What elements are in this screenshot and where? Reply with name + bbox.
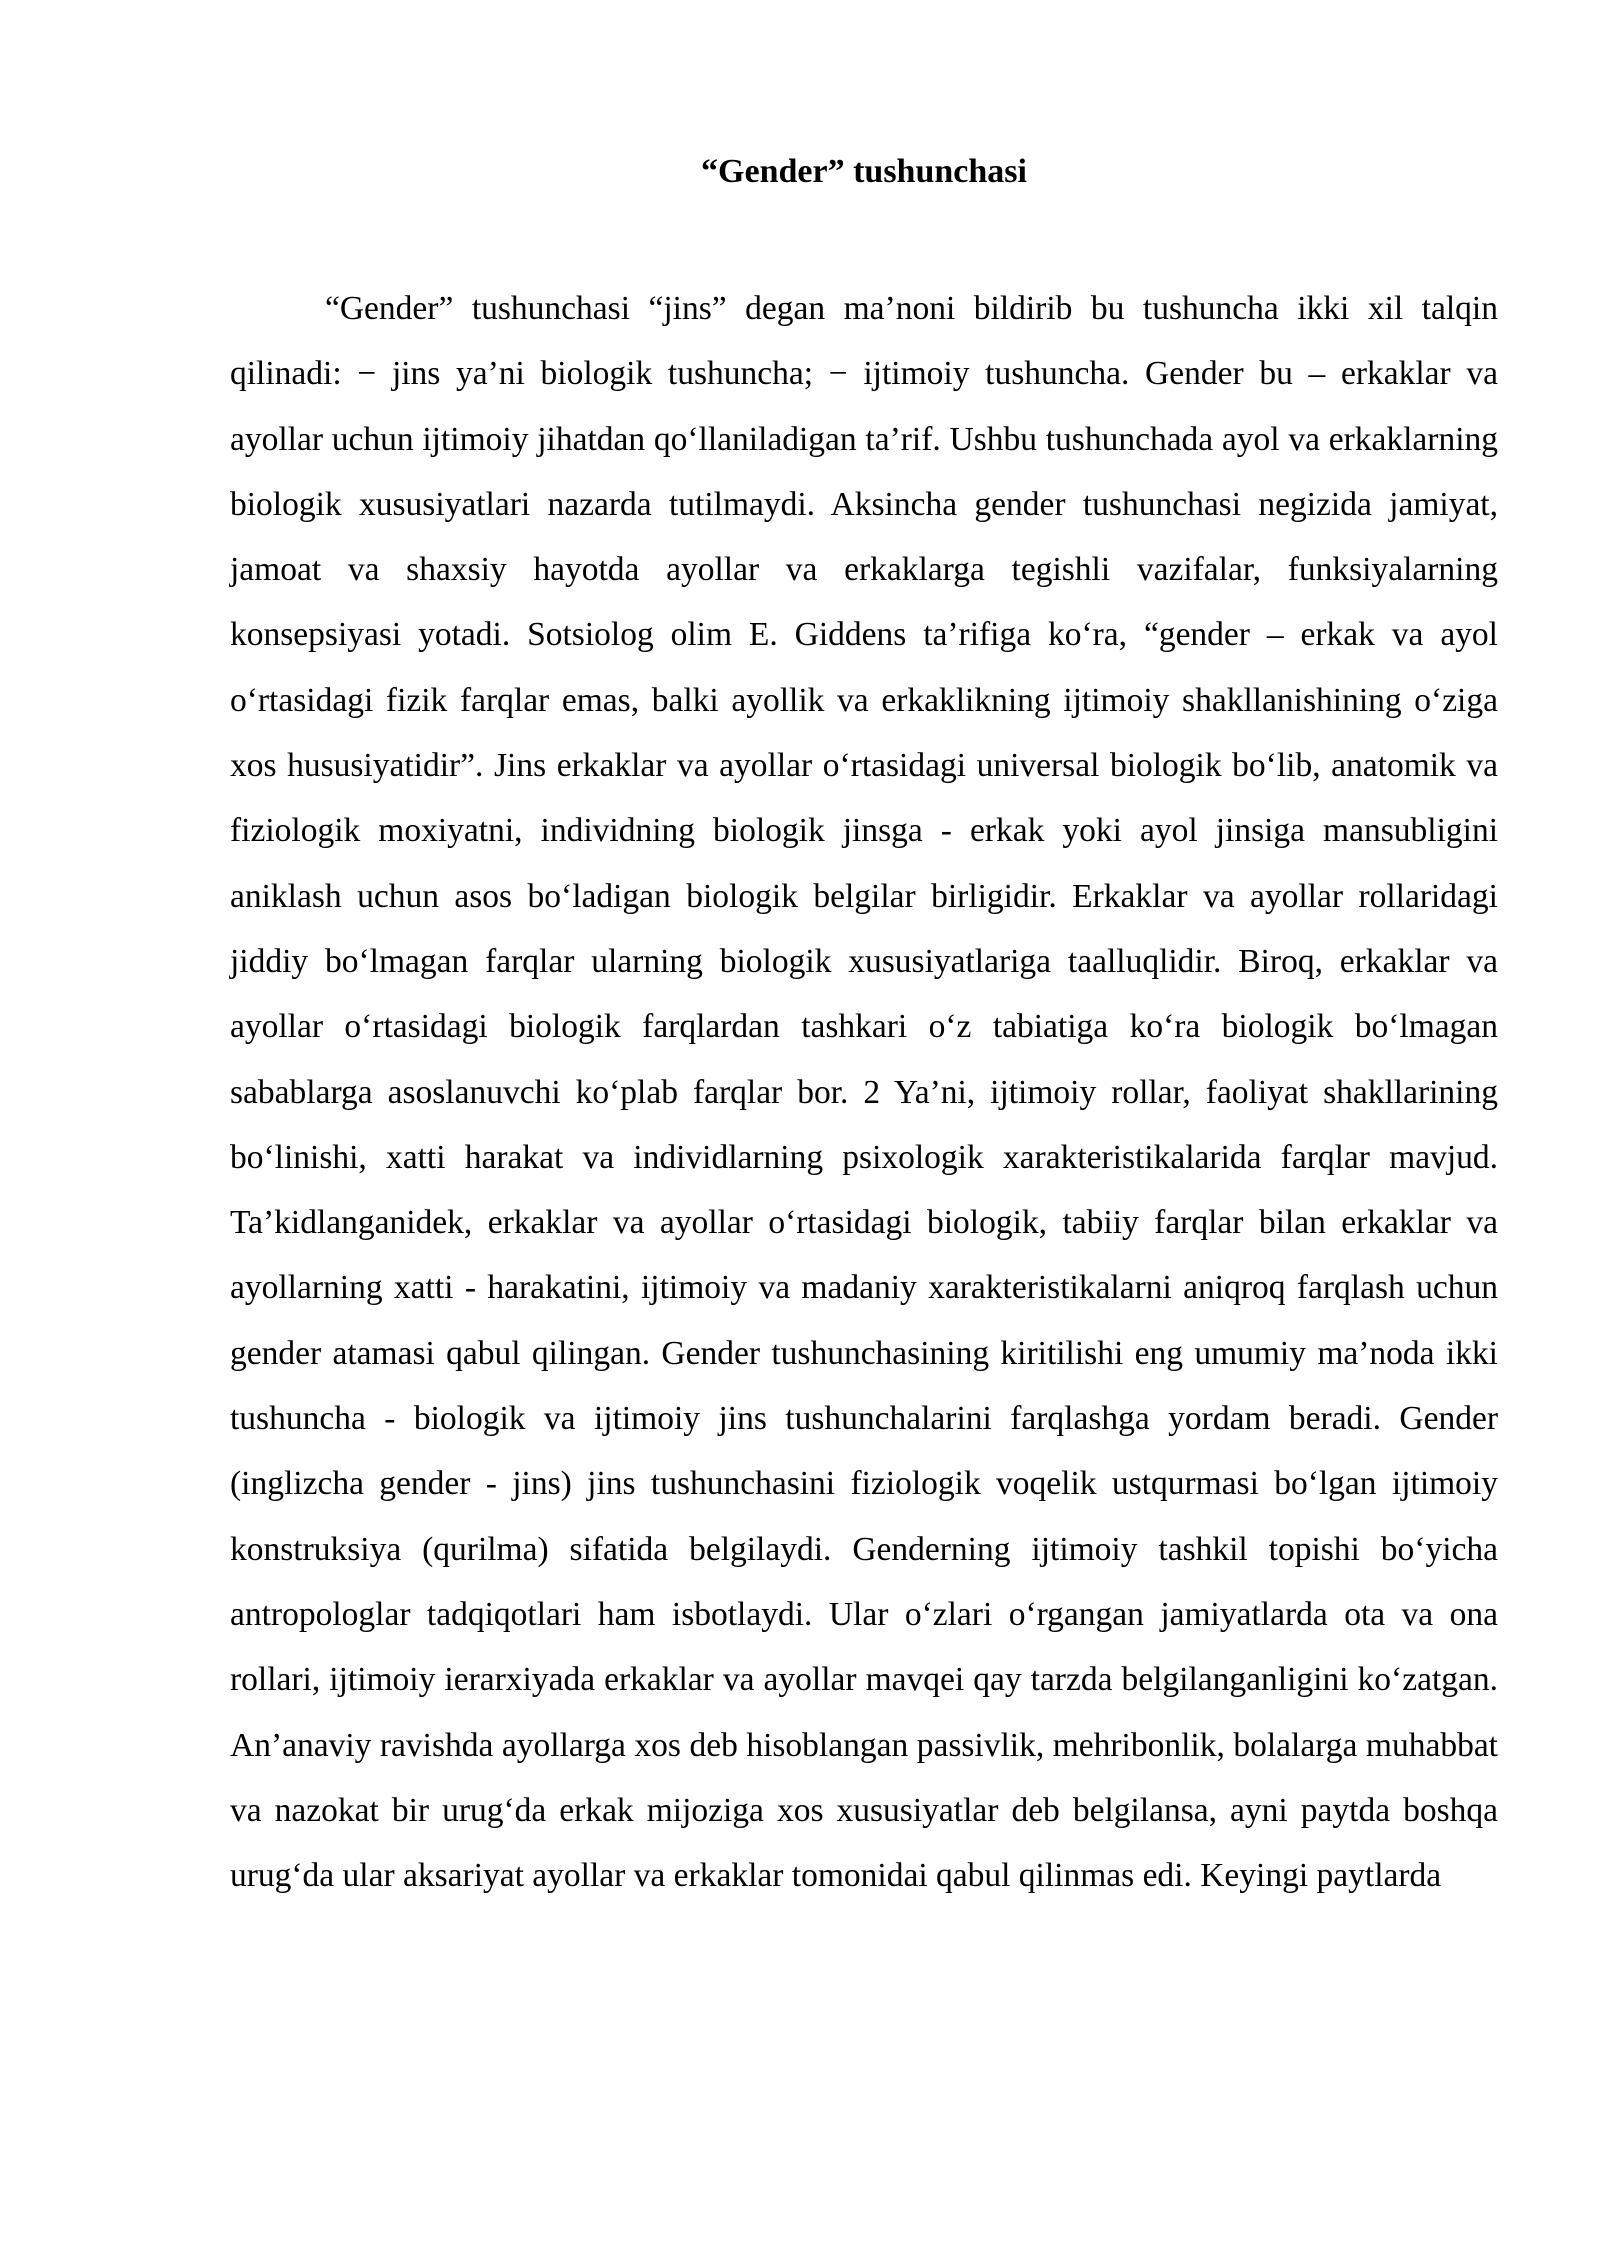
body-paragraph: “Gender” tushunchasi “jins” degan ma’noni bildirib bu tushuncha ikki xil talqin qilinadi: − jins ya’ni biologik tushuncha; − ijtimoiy tushuncha. Gender bu – erkaklar va ayollar uchun ijtimoiy jihatdan qo‘llaniladigan ta’rif. Ushbu tushunchada ayol va erkaklarning biologik xususiyatlari nazarda tutilmaydi. Aksincha gender tushunchasi negizida jamiyat, jamoat va shaxsiy hayotda ayollar va erkaklarga tegishli vazifalar, funksiyalarning konsepsiyasi yotadi. Sotsiolog olim E. Giddens ta’rifiga ko‘ra, “gender – erkak va ayol o‘rtasidagi fizik farqlar emas, balki ayollik va erkaklikning ijtimoiy shakllanishining o‘ziga xos hususiyatidir”. Jins erkaklar va ayollar o‘rtasidagi universal biologik bo‘lib, anatomik va fiziologik moxiyatni, individning biologik jinsga - erkak yoki ayol jinsiga mansubligini aniklash uchun asos bo‘ladigan biologik belgilar birligidir. Erkaklar va ayollar rollaridagi jiddiy bo‘lmagan farqlar ularning biologik xususiyatlariga taalluqlidir. Biroq, erkaklar va ayollar o‘rtasidagi biologik farqlardan tashkari o‘z tabiatiga ko‘ra biologik bo‘lmagan sabablarga asoslanuvchi ko‘plab farqlar bor. 2 Ya’ni, ijtimoiy rollar, faoliyat shakllarining bo‘linishi, xatti harakat va individlarning psixologik xarakteristikalarida farqlar mavjud. Ta’kidlanganidek, erkaklar va ayollar o‘rtasidagi biologik, tabiiy farqlar bilan erkaklar va ayollarning xatti - harakatini, ijtimoiy va madaniy xarakteristikalarni aniqroq farqlash uchun gender atamasi qabul qilingan. Gender tushunchasining kiritilishi eng umumiy ma’noda ikki tushuncha - biologik va ijtimoiy jins tushunchalarini farqlashga yordam beradi. Gender (inglizcha gender - jins) jins tushunchasini fiziologik voqelik ustqurmasi bo‘lgan ijtimoiy konstruksiya (qurilma) sifatida belgilaydi. Genderning ijtimoiy tashkil topishi bo‘yicha antropologlar tadqiqotlari ham isbotlaydi. Ular o‘zlari o‘rgangan jamiyatlarda ota va ona rollari, ijtimoiy ierarxiyada erkaklar va ayollar mavqei qay tarzda belgilanganligini ko‘zatgan. An’anaviy ravishda ayollarga xos deb hisoblangan passivlik, mehribonlik, bolalarga muhabbat va nazokat bir urug‘da erkak mijoziga xos xususiyatlar deb belgilansa, ayni paytda boshqa urug‘da ular aksariyat ayollar va erkaklar tomonidai qabul qilinmas edi. Keyingi paytlarda (230, 290, 1498, 1895)
document-title: “Gender” tushunchasi (701, 153, 1027, 190)
